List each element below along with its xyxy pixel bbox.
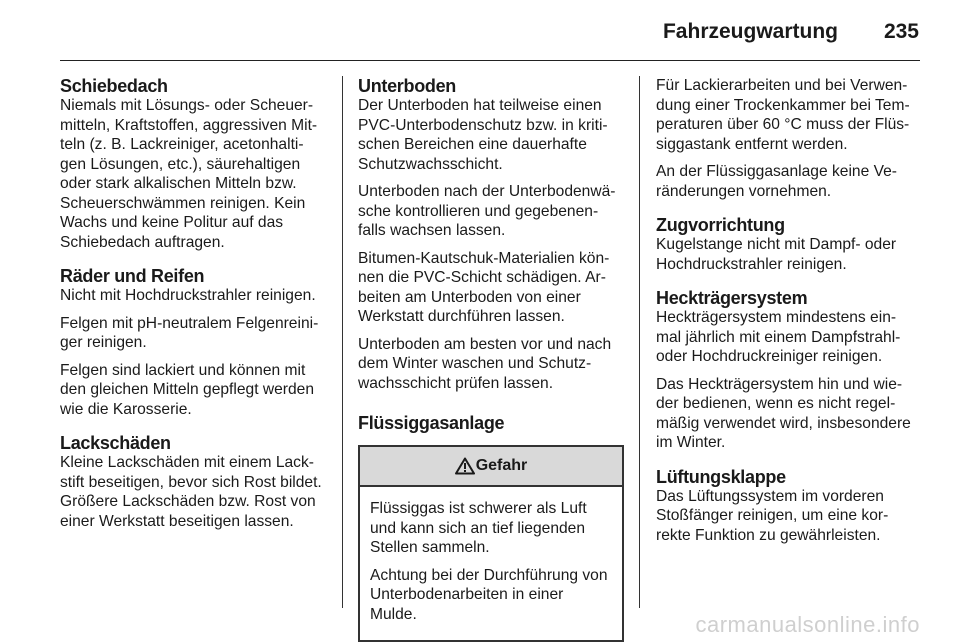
section-heading: Zugvorrichtung (656, 215, 785, 235)
paragraph: Bitumen-Kautschuk-Materialien kön- nen die PVC-Schicht schädigen. Ar- beiten am Unterboden von einer Werkstatt durchführen lassen. (358, 249, 610, 325)
section-schiebedach (60, 76, 325, 252)
warning-triangle-icon (455, 457, 475, 475)
column-3 (656, 76, 921, 559)
section-heading: Räder und Reifen (60, 266, 205, 286)
page-number: 235 (883, 20, 919, 43)
section-lueftungsklappe (656, 467, 921, 546)
header-rule (60, 60, 920, 61)
warning-header (360, 447, 622, 487)
warning-box (358, 445, 624, 642)
paragraph: Das Heckträgersystem hin und wie- der bedienen, wenn es nicht regel- mäßig verwendet wird, insbesondere im Winter. (656, 375, 911, 451)
section-zugvorrichtung (656, 215, 921, 274)
section-fluessiggas-intro (656, 76, 921, 201)
section-heading: Schiebedach (60, 76, 168, 96)
section-heading: Lüftungsklappe (656, 466, 786, 487)
column-1 (60, 76, 325, 545)
warning-paragraph: Achtung bei der Durchführung von Unterbodenarbeiten in einer Mulde. (370, 566, 608, 623)
page-title: Fahrzeugwartung (662, 20, 838, 43)
paragraph: Der Unterboden hat teilweise einen PVC-Unterbodenschutz bzw. in kriti- schen Bereichen eine dauerhafte Schutzwachsschicht. (358, 97, 608, 173)
section-heading: Heckträgersystem (656, 288, 808, 308)
page-header (0, 0, 960, 60)
section-raeder-und-reifen (60, 266, 325, 419)
paragraph: Nicht mit Hochdruckstrahler reinigen. (60, 287, 316, 304)
paragraph: Das Lüftungssystem im vorderen Stoßfänger reinigen, um eine kor- rekte Funktion zu gewährleisten. (656, 487, 889, 544)
section-lackschaeden (60, 433, 325, 531)
warning-label: Gefahr (475, 457, 528, 475)
column-2 (358, 76, 623, 642)
paragraph: Heckträgersystem mindestens ein- mal jährlich mit einem Dampfstrahl- oder Hochdruckreiniger reinigen. (656, 309, 901, 365)
paragraph: Niemals mit Lösungs- oder Scheuer- mitteln, Kraftstoffen, aggressiven Mit- teln (z. B. Lackreiniger, acetonhalti- gen Lösungen, etc.), säurehaltigen oder stark alkalischen Mitteln bzw. Scheuerschwämmen reinigen. Kein Wachs und keine Politur auf das Schiebedach auftragen. (60, 97, 318, 251)
section-heading: Lackschäden (60, 433, 171, 453)
watermark: carmanualsonline.info (695, 612, 920, 637)
warning-body (360, 487, 622, 640)
paragraph: Kleine Lackschäden mit einem Lack- stift beseitigen, bevor sich Rost bildet. Größere Lackschäden bzw. Rost von einer Werkstatt beseitigen lassen. (60, 454, 322, 530)
section-hecktraegersystem (656, 288, 921, 453)
paragraph: Unterboden am besten vor und nach dem Winter waschen und Schutz- wachsschicht prüfen lassen. (358, 335, 612, 392)
section-heading-fluessiggasanlage: Flüssiggasanlage (358, 413, 505, 433)
column-divider-right (639, 76, 640, 608)
paragraph: Felgen sind lackiert und können mit den gleichen Mitteln gepflegt werden wie die Karosserie. (60, 361, 314, 418)
paragraph: Unterboden nach der Unterbodenwä- sche kontrollieren und gegebenen- falls wachsen lassen. (358, 183, 616, 239)
warning-paragraph: Flüssiggas ist schwerer als Luft und kann sich an tief liegenden Stellen sammeln. (370, 500, 587, 556)
column-divider-left (342, 76, 343, 608)
paragraph: Felgen mit pH-neutralem Felgenreini- ger reinigen. (60, 314, 319, 351)
section-heading-unterboden: Unterboden (358, 76, 456, 96)
paragraph: Kugelstange nicht mit Dampf- oder Hochdruckstrahler reinigen. (656, 236, 897, 273)
paragraph: An der Flüssiggasanlage keine Ve- ränderungen vornehmen. (656, 163, 897, 200)
paragraph: Für Lackierarbeiten und bei Verwen- dung einer Trockenkammer bei Tem- peraturen über 60 °C muss der Flüs- siggastank entfernt werden. (656, 77, 910, 153)
